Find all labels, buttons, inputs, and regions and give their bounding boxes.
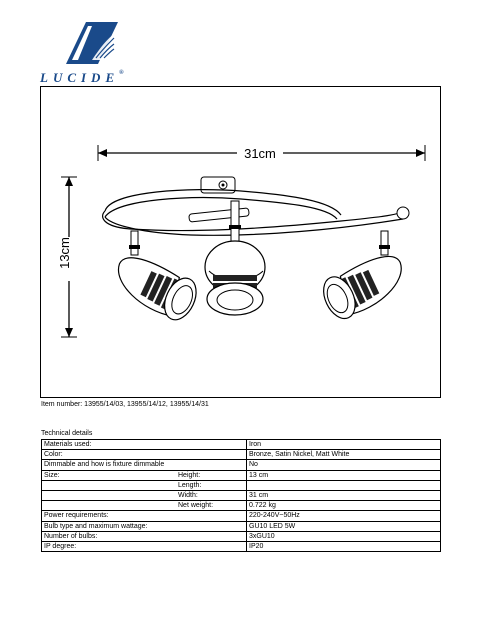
spec-value: IP20 xyxy=(247,541,441,551)
lucide-logo-icon xyxy=(62,18,122,68)
spec-label: Bulb type and maximum wattage: xyxy=(44,522,148,530)
spec-value: 13 cm xyxy=(247,470,441,480)
spec-label-cell xyxy=(42,501,247,511)
item-number: Item number: 13955/14/03, 13955/14/12, 13955/14/31 xyxy=(41,401,209,408)
spec-sublabel: Length: xyxy=(178,481,202,489)
spec-label: Color: xyxy=(44,451,63,459)
table-row xyxy=(42,480,441,490)
spec-value: Iron xyxy=(247,440,441,450)
spec-value: 3xGU10 xyxy=(247,531,441,541)
spec-value: Bronze, Satin Nickel, Matt White xyxy=(247,450,441,460)
spec-label: Size: xyxy=(44,471,60,479)
spec-label: IP degree: xyxy=(44,542,77,550)
lucide-logo xyxy=(40,18,160,88)
width-label: 31cm xyxy=(244,146,276,161)
spec-label-cell xyxy=(42,440,247,450)
spec-label: Power requirements: xyxy=(44,512,109,520)
table-row xyxy=(42,521,441,531)
spec-label-cell xyxy=(42,450,247,460)
spec-label-cell xyxy=(42,470,247,480)
technical-details-title: Technical details xyxy=(41,430,93,437)
spec-label: Dimmable and how is fixture dimmable xyxy=(44,461,165,469)
table-row xyxy=(42,470,441,480)
spec-label-cell xyxy=(42,480,247,490)
spec-label-cell xyxy=(42,521,247,531)
spec-value: No xyxy=(247,460,441,470)
spec-value xyxy=(247,480,441,490)
spec-label: Materials used: xyxy=(44,441,92,449)
spec-label-cell xyxy=(42,511,247,521)
spec-sublabel: Net weight: xyxy=(178,502,214,510)
height-label: 13cm xyxy=(57,237,72,269)
table-row xyxy=(42,450,441,460)
spec-label-cell xyxy=(42,460,247,470)
spec-value: 220-240V~50Hz xyxy=(247,511,441,521)
table-row xyxy=(42,531,441,541)
product-drawing xyxy=(40,86,441,398)
spec-sublabel: Height: xyxy=(178,471,201,479)
table-row xyxy=(42,440,441,450)
spec-value: GU10 LED 5W xyxy=(247,521,441,531)
table-row xyxy=(42,460,441,470)
table-row xyxy=(42,511,441,521)
technical-details-table xyxy=(41,439,441,552)
spec-sublabel: Width: xyxy=(178,491,198,499)
table-row xyxy=(42,501,441,511)
spec-label-cell xyxy=(42,541,247,551)
table-row xyxy=(42,490,441,500)
table-row xyxy=(42,541,441,551)
spec-value: 31 cm xyxy=(247,490,441,500)
spec-value: 0.722 kg xyxy=(247,501,441,511)
spec-label: Number of bulbs: xyxy=(44,532,98,540)
spec-label-cell xyxy=(42,490,247,500)
spec-label-cell xyxy=(42,531,247,541)
lamp-illustration xyxy=(41,87,442,399)
logo-text: LUCIDE® xyxy=(40,70,124,85)
